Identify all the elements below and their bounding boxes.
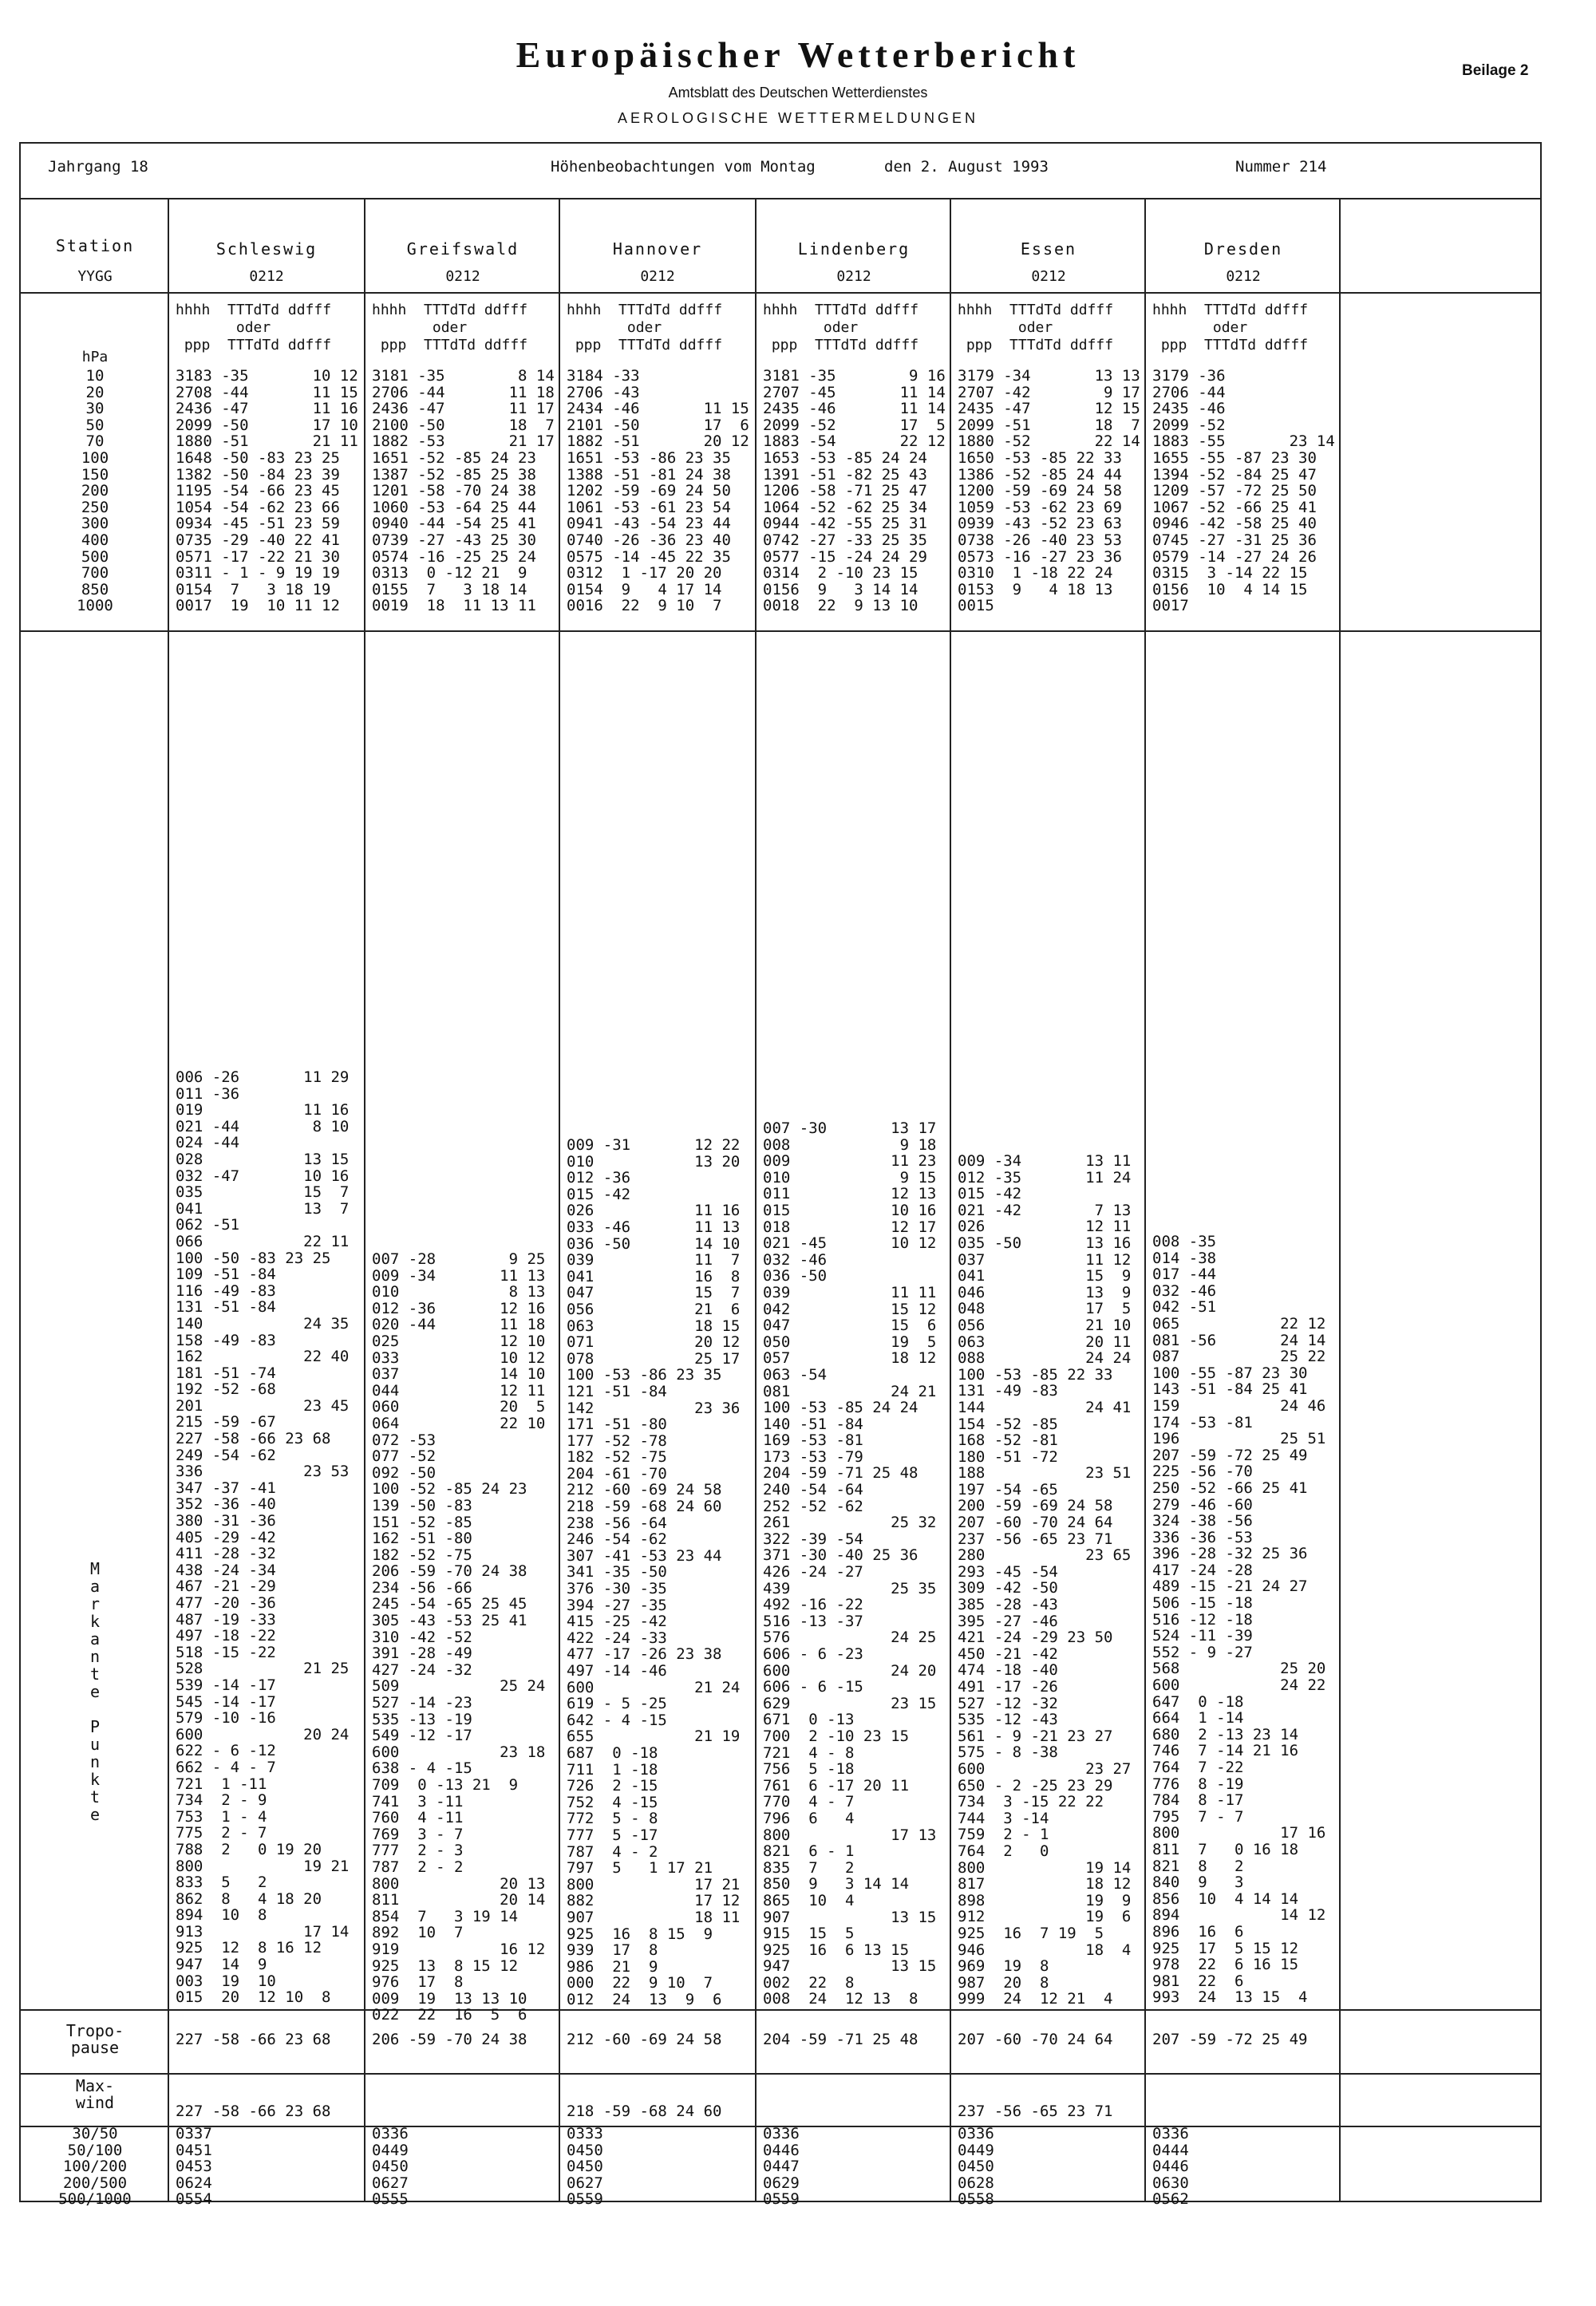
column-header: hhhh TTTdTd ddfff oder ppp TTTdTd ddfff — [958, 302, 1114, 353]
row-divider-info — [19, 198, 1542, 199]
column-header: hhhh TTTdTd ddfff oder ppp TTTdTd ddfff — [372, 302, 528, 353]
station-code: 0212 — [249, 268, 284, 285]
row-divider-station — [19, 292, 1542, 294]
hpa-label: hPa — [81, 349, 109, 365]
station-name: Dresden — [1203, 239, 1283, 259]
pressure-levels: 10 20 30 50 70 100 150 200 250 300 400 500 700 850 1000 — [77, 367, 113, 615]
row-divider-tropopause — [19, 2073, 1542, 2075]
standard-levels-block: 3181 -35 8 14 2706 -44 11 18 2436 -47 11 17 2100 -50 18 7 1882 -53 21 17 1651 -52 -85 24 23 1387 -52 -85 25 38 1201 -58 -70 24 38 1060 -53 -64 25 44 0940 -44 -54 25 41 0739 -27 -43 25 30 0574 -16 -25 25 24 0313 0 -12 21 9 0155 7 3 18 14 0019 18 11 13 11 — [372, 367, 555, 615]
significant-points-block: 007 -30 13 17 008 9 18 009 11 23 010 9 15 011 12 13 015 10 16 018 12 17 021 -45 10 12 032 -46 036 -50 039 11 11 042 15 12 047 15 6 050 19 5 057 18 12 063 -54 081 24 21 100 -53 -85 24 24 140 -51 -84 169 -53 -81 173 -53 -79 204 -59 -71 25 48 240 -54 -64 252 -52 -62 261 25 32 322 -39 -54 371 -30 -40 25 36 426 -24 -27 439 25 35 492 -16 -22 516 -13 -37 576 24 25 606 - 6 -23 600 24 20 606 - 6 -15 629 23 15 671 0 -13 700 2 -10 23 15 721 4 - 8 756 5 -18 761 6 -17 20 11 770 4 - 7 796 6 4 800 17 13 821 6 - 1 835 7 2 850 9 3 14 14 865 10 4 907 13 15 915 15 5 925 16 6 13 15 947 13 15 002 22 8 008 24 12 13 8 — [763, 1119, 937, 2008]
significant-points-label: M a r k a n t e P u n k t e — [89, 1559, 101, 1824]
tropopause-value: 204 -59 -71 25 48 — [763, 2031, 918, 2048]
wind-shear-values: 0336 0449 0450 0628 0558 — [958, 2125, 994, 2209]
wind-shear-values: 0337 0451 0453 0624 0554 — [176, 2125, 212, 2209]
column-header: hhhh TTTdTd ddfff oder ppp TTTdTd ddfff — [763, 302, 919, 353]
column-header: hhhh TTTdTd ddfff oder ppp TTTdTd ddfff — [1152, 302, 1309, 353]
maxwind-label: Max- wind — [75, 2076, 115, 2112]
tropopause-value: 207 -60 -70 24 64 — [958, 2031, 1113, 2048]
station-name: Greifswald — [406, 239, 519, 259]
standard-levels-block: 3179 -34 13 13 2707 -42 9 17 2435 -47 12 15 2099 -51 18 7 1880 -52 22 14 1650 -53 -85 22 33 1386 -52 -85 24 44 1200 -59 -69 24 58 1059 -53 -62 23 69 0939 -43 -52 23 63 0738 -26 -40 23 53 0573 -16 -27 23 36 0310 1 -18 22 24 0153 9 4 18 13 0015 — [958, 367, 1140, 615]
standard-levels-block: 3183 -35 10 12 2708 -44 11 15 2436 -47 11 16 2099 -50 17 10 1880 -51 21 11 1648 -50 -83 23 25 1382 -50 -84 23 39 1195 -54 -66 23 45 1054 -54 -62 23 66 0934 -45 -51 23 59 0735 -29 -40 22 41 0571 -17 -22 21 30 0311 - 1 - 9 19 19 0154 7 3 18 19 0017 19 10 11 12 — [176, 367, 358, 615]
number-label: Nummer 214 — [1235, 158, 1327, 176]
station-code: 0212 — [836, 268, 871, 285]
column-header: hhhh TTTdTd ddfff oder ppp TTTdTd ddfff — [176, 302, 332, 353]
station-code: 0212 — [1226, 268, 1261, 285]
tropopause-value: 207 -59 -72 25 49 — [1152, 2031, 1308, 2048]
station-code: 0212 — [1031, 268, 1066, 285]
column-header: hhhh TTTdTd ddfff oder ppp TTTdTd ddfff — [567, 302, 723, 353]
wind-shear-values: 0336 0444 0446 0630 0562 — [1152, 2125, 1189, 2209]
station-code: 0212 — [445, 268, 480, 285]
station-name: Hannover — [612, 239, 703, 259]
significant-points-block: 009 -31 12 22 010 13 20 012 -36 015 -42 026 11 16 033 -46 11 13 036 -50 14 10 039 11 7 041 16 8 047 15 7 056 21 6 063 18 15 071 20 12 078 25 17 100 -53 -86 23 35 121 -51 -84 142 23 36 171 -51 -80 177 -52 -78 182 -52 -75 204 -61 -70 212 -60 -69 24 58 218 -59 -68 24 60 238 -56 -64 246 -54 -62 307 -41 -53 23 44 341 -35 -50 376 -30 -35 394 -27 -35 415 -25 -42 422 -24 -33 477 -17 -26 23 38 497 -14 -46 600 21 24 619 - 5 -25 642 - 4 -15 655 21 19 687 0 -18 711 1 -18 726 2 -15 752 4 -15 772 5 - 8 777 5 -17 787 4 - 2 797 5 1 17 21 800 17 21 882 17 12 907 18 11 925 16 8 15 9 939 17 8 986 21 9 000 22 9 10 7 012 24 13 9 6 — [567, 1136, 741, 2008]
station-name: Lindenberg — [797, 239, 911, 259]
volume-label: Jahrgang 18 — [48, 158, 148, 176]
significant-points-block: 007 -28 9 25 009 -34 11 13 010 8 13 012 -36 12 16 020 -44 11 18 025 12 10 033 10 12 037 14 10 044 12 11 060 20 5 064 22 10 072 -53 077 -52 092 -50 100 -52 -85 24 23 139 -50 -83 151 -52 -85 162 -51 -80 182 -52 -75 206 -59 -70 24 38 234 -56 -66 245 -54 -65 25 45 305 -43 -53 25 41 310 -42 -52 391 -28 -49 427 -24 -32 509 25 24 527 -14 -23 535 -13 -19 549 -12 -17 600 23 18 638 - 4 -15 709 0 -13 21 9 741 3 -11 760 4 -11 769 3 - 7 777 2 - 3 787 2 - 2 800 20 13 811 20 14 854 7 3 19 14 892 10 7 919 16 12 925 13 8 15 12 976 17 8 009 19 13 13 10 022 22 16 5 6 — [372, 1250, 546, 2024]
wind-shear-labels: 30/50 50/100 100/200 200/500 500/1000 — [58, 2125, 132, 2209]
significant-points-block: 009 -34 13 11 012 -35 11 24 015 -42 021 -42 7 13 026 12 11 035 -50 13 16 037 11 12 041 15 9 046 13 9 048 17 5 056 21 10 063 20 11 088 24 24 100 -53 -85 22 33 131 -49 -83 144 24 41 154 -52 -85 168 -52 -81 180 -51 -72 188 23 51 197 -54 -65 200 -59 -69 24 58 207 -60 -70 24 64 237 -56 -65 23 71 280 23 65 293 -45 -54 309 -42 -50 385 -28 -43 395 -27 -46 421 -24 -29 23 50 450 -21 -42 474 -18 -40 491 -17 -26 527 -12 -32 535 -12 -43 561 - 9 -21 23 27 575 - 8 -38 600 23 27 650 - 2 -25 23 29 734 3 -15 22 22 744 3 -14 759 2 - 1 764 2 0 800 19 14 817 18 12 898 19 9 912 19 6 925 16 7 19 5 946 18 4 969 19 8 987 20 8 999 24 12 21 4 — [958, 1152, 1132, 2008]
standard-levels-block: 3184 -33 2706 -43 2434 -46 11 15 2101 -50 17 6 1882 -51 20 12 1651 -53 -86 23 35 1388 -51 -81 24 38 1202 -59 -69 24 50 1061 -53 -61 23 54 0941 -43 -54 23 44 0740 -26 -36 23 40 0575 -14 -45 22 35 0312 1 -17 20 20 0154 9 4 17 14 0016 22 9 10 7 — [567, 367, 749, 615]
wind-shear-values: 0336 0446 0447 0629 0559 — [763, 2125, 800, 2209]
col-divider — [168, 198, 169, 2202]
maxwind-value: 237 -56 -65 23 71 — [958, 2103, 1113, 2120]
row-divider-levels — [19, 630, 1542, 632]
wind-shear-values: 0333 0450 0450 0627 0559 — [567, 2125, 603, 2209]
tropopause-label: Tropo- pause — [65, 2021, 124, 2057]
page-subtitle: Amtsblatt des Deutschen Wetterdienstes — [668, 85, 928, 101]
page-title: Europäischer Wetterbericht — [516, 34, 1080, 75]
supplement-label: Beilage 2 — [1462, 62, 1529, 79]
maxwind-value: 218 -59 -68 24 60 — [567, 2103, 722, 2120]
tropopause-value: 206 -59 -70 24 38 — [372, 2031, 527, 2048]
date-label: den 2. August 1993 — [884, 158, 1049, 176]
yygg-row-label: YYGG — [77, 268, 113, 285]
standard-levels-block: 3181 -35 9 16 2707 -45 11 14 2435 -46 11 14 2099 -52 17 5 1883 -54 22 12 1653 -53 -85 24 24 1391 -51 -82 25 43 1206 -58 -71 25 47 1064 -52 -62 25 34 0944 -42 -55 25 31 0742 -27 -33 25 35 0577 -15 -24 24 29 0314 2 -10 23 15 0156 9 3 14 14 0018 22 9 13 10 — [763, 367, 946, 615]
wind-shear-values: 0336 0449 0450 0627 0555 — [372, 2125, 409, 2209]
tropopause-value: 227 -58 -66 23 68 — [176, 2031, 331, 2048]
station-name: Essen — [1020, 239, 1077, 259]
tropopause-value: 212 -60 -69 24 58 — [567, 2031, 722, 2048]
standard-levels-block: 3179 -36 2706 -44 2435 -46 2099 -52 1883 -55 23 14 1655 -55 -87 23 30 1394 -52 -84 25 47 1209 -57 -72 25 50 1067 -52 -66 25 41 0946 -42 -58 25 40 0745 -27 -31 25 36 0579 -14 -27 24 26 0315 3 -14 22 15 0156 10 4 14 15 0017 — [1152, 367, 1335, 615]
station-name: Schleswig — [215, 239, 318, 259]
station-code: 0212 — [640, 268, 675, 285]
significant-points-block: 006 -26 11 29 011 -36 019 11 16 021 -44 8 10 024 -44 028 13 15 032 -47 10 16 035 15 7 041 13 7 062 -51 066 22 11 100 -50 -83 23 25 109 -51 -84 116 -49 -83 131 -51 -84 140 24 35 158 -49 -83 162 22 40 181 -51 -74 192 -52 -68 201 23 45 215 -59 -67 227 -58 -66 23 68 249 -54 -62 336 23 53 347 -37 -41 352 -36 -40 380 -31 -36 405 -29 -42 411 -28 -32 438 -24 -34 467 -21 -29 477 -20 -36 487 -19 -33 497 -18 -22 518 -15 -22 528 21 25 539 -14 -17 545 -14 -17 579 -10 -16 600 20 24 622 - 6 -12 662 - 4 - 7 721 1 -11 734 2 - 9 753 1 - 4 775 2 - 7 788 2 0 19 20 800 19 21 833 5 2 862 8 4 18 20 894 10 8 913 17 14 925 12 8 16 12 947 14 9 003 19 10 015 20 12 10 8 — [176, 1068, 350, 2007]
maxwind-value: 227 -58 -66 23 68 — [176, 2103, 331, 2120]
row-divider-points — [19, 2009, 1542, 2011]
section-title: AEROLOGISCHE WETTERMELDUNGEN — [617, 110, 979, 126]
significant-points-block: 008 -35 014 -38 017 -44 032 -46 042 -51 065 22 12 081 -56 24 14 087 25 22 100 -55 -87 23 30 143 -51 -84 25 41 159 24 46 174 -53 -81 196 25 51 207 -59 -72 25 49 225 -56 -70 250 -52 -66 25 41 279 -46 -60 324 -38 -56 336 -36 -53 396 -28 -32 25 36 417 -24 -28 489 -15 -21 24 27 506 -15 -18 516 -12 -18 524 -11 -39 552 - 9 -27 568 25 20 600 24 22 647 0 -18 664 1 -14 680 2 -13 23 14 746 7 -14 21 16 764 7 -22 776 8 -19 784 8 -17 795 7 - 7 800 17 16 811 7 0 16 18 821 8 2 840 9 3 856 10 4 14 14 894 14 12 896 16 6 925 17 5 15 12 978 22 6 16 15 981 22 6 993 24 13 15 4 — [1152, 1233, 1326, 2007]
observation-label: Höhenbeobachtungen vom Montag — [551, 158, 816, 176]
station-row-label: Station — [55, 236, 135, 255]
